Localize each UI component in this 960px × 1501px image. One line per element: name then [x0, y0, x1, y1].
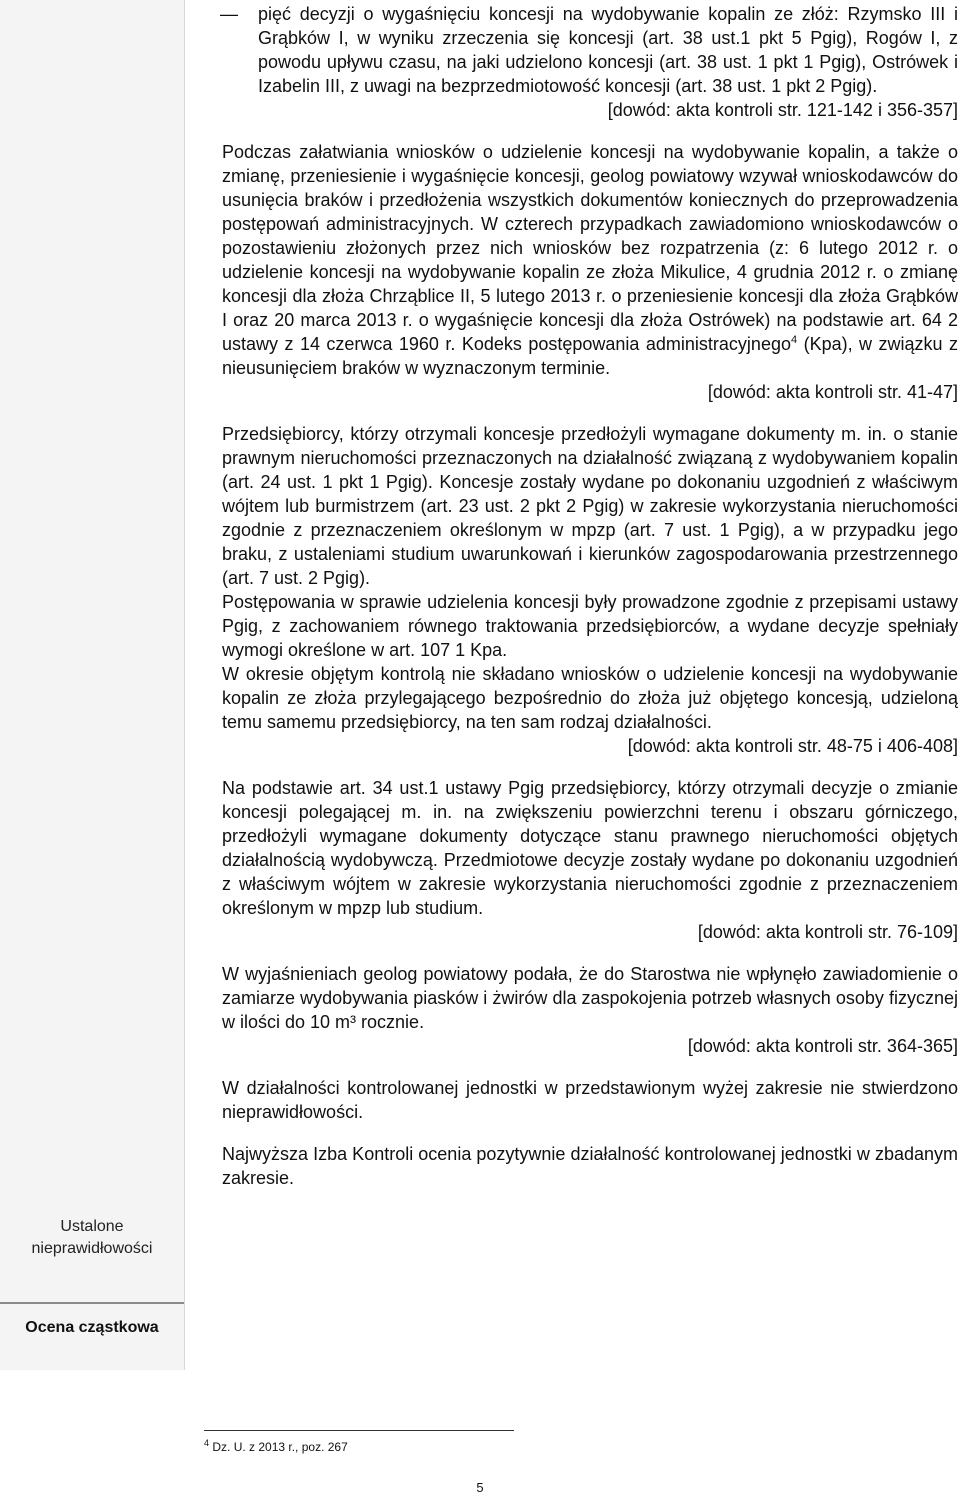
paragraph-4: W wyjaśnieniach geolog powiatowy podała, że do Starostwa nie wpłynęło zawiadomienie o zamiarze wydobywania piasków i żwirów dla zaspokojenia potrzeb własnych osoby fizycznej w ilości do 10 m³ rocznie.: [222, 964, 958, 1032]
paragraph-1: [222, 140, 958, 380]
footnote-text-line: [204, 1439, 804, 1455]
paragraph-2c: W okresie objętym kontrolą nie składano wniosków o udzielenie koncesji na wydobywanie kopalin ze złoża przylegającego bezpośrednio do złoża już objętego koncesją, udzieloną temu samemu przedsiębiorcy, na ten sam rodzaj działalności.: [222, 664, 958, 732]
footnote: [204, 1430, 804, 1455]
page-number: 5: [476, 1480, 484, 1495]
footnote-marker: 4: [204, 1438, 210, 1448]
assessment-label: Ocena cząstkowa: [25, 1319, 159, 1336]
paragraph-3: Na podstawie art. 34 ust.1 ustawy Pgig przedsiębiorcy, którzy otrzymali decyzje o zmianie koncesji polegającej m. in. na zwiększeniu powierzchni terenu i obszaru górniczego, przedłożyli wymagane dokumenty dotyczące stanu prawnego nieruchomości objętych działalnością wydobywczą. Przedmiotowe decyzje zostały wydane po dokonaniu uzgodnień z właściwym wójtem w zakresie wykorzystania nieruchomości zgodnie z przeznaczeniem określonym w mpzp lub studium.: [222, 778, 958, 918]
paragraph-2b: Postępowania w sprawie udzielenia koncesji były prowadzone zgodnie z przepisami ustawy Pgig, z zachowaniem równego traktowania przedsiębiorców, a wydane decyzje spełniały wymogi określone w art. 107 1 Kpa.: [222, 592, 958, 660]
sidebar-divider: [0, 1302, 184, 1304]
main-content: [222, 0, 958, 1190]
list-item: [222, 0, 958, 98]
paragraph-1-tail: (Kpa), w związku z nieusunięciem braków w wyznaczonym terminie.: [222, 334, 958, 378]
evidence-reference-5: [dowód: akta kontroli str. 364-365]: [687, 1036, 958, 1056]
evidence-reference-2: [dowód: akta kontroli str. 41-47]: [707, 382, 958, 402]
evidence-reference-4: [dowód: akta kontroli str. 76-109]: [697, 922, 958, 942]
footnote-separator: [204, 1430, 514, 1431]
assessment-summary: Najwyższa Izba Kontroli ocenia pozytywnie działalność kontrolowanej jednostki w zbadanym zakresie.: [222, 1144, 958, 1188]
evidence-reference-1: [dowód: akta kontroli str. 121-142 i 356-357]: [607, 100, 958, 120]
bullet-text: pięć decyzji o wygaśnięciu koncesji na wydobywanie kopalin ze złóż: Rzymsko III i Grąbków I, w wyniku zrzeczenia się koncesji (art. 38 ust.1 pkt 5 Pgig), Rogów I, z powodu upływu czasu, na jaki udzielono koncesji (art. 38 ust. 1 pkt 1 Pgig), Ostrówek i Izabelin III, z uwagi na bezprzedmiotowość koncesji (art. 38 ust. 1 pkt 2 Pgig).: [258, 4, 958, 96]
sidebar: [0, 0, 188, 1501]
sidebar-panel: [0, 0, 185, 1370]
footnote-text: Dz. U. z 2013 r., poz. 267: [212, 1440, 348, 1454]
finding-summary: W działalności kontrolowanej jednostki w przedstawionym wyżej zakresie nie stwierdzono nieprawidłowości.: [222, 1078, 958, 1122]
paragraph-2a: Przedsiębiorcy, którzy otrzymali koncesje przedłożyli wymagane dokumenty m. in. o stanie prawnym nieruchomości przeznaczonych na działalność związaną z wydobywaniem kopalin (art. 24 ust. 1 pkt 1 Pgig). Koncesje zostały wydane po dokonaniu uzgodnień z właściwym wójtem lub burmistrzem (art. 23 ust. 2 pkt 2 Pgig) w zakresie wykorzystania nieruchomości zgodnie z przeznaczeniem określonym w mpzp (art. 7 ust. 1 Pgig), a w przypadku jego braku, z ustaleniami studium uwarunkowań i kierunków zagospodarowania przestrzennego (art. 7 ust. 2 Pgig).: [222, 424, 958, 588]
findings-label: Ustalone nieprawidłowości: [31, 1218, 153, 1257]
bullet-dash: —: [220, 4, 238, 24]
evidence-reference-3: [dowód: akta kontroli str. 48-75 i 406-408]: [627, 736, 958, 756]
paragraph-1-text: Podczas załatwiania wniosków o udzielenie koncesji na wydobywanie kopalin, a także o zmianę, przeniesienie i wygaśnięcie koncesji, geolog powiatowy wzywał wnioskodawców do usunięcia braków i przedłożenia wszystkich dokumentów koniecznych do przeprowadzenia postępowań administracyjnych. W czterech przypadkach zawiadomiono wnioskodawców o pozostawieniu złożonych przez nich wniosków bez rozpatrzenia (z: 6 lutego 2012 r. o udzielenie koncesji na wydobywanie kopalin ze złoża Mikulice, 4 grudnia 2012 r. o zmianę koncesji dla złoża Chrząblice II, 5 lutego 2013 r. o przeniesienie koncesji dla złoża Grąbków I oraz 20 marca 2013 r. o wygaśnięcie koncesji dla złoża Ostrówek) na podstawie art. 64 2 ustawy z 14 czerwca 1960 r. Kodeks postępowania administracyjnego: [222, 142, 958, 354]
footnote-ref[interactable]: 4: [790, 334, 798, 346]
